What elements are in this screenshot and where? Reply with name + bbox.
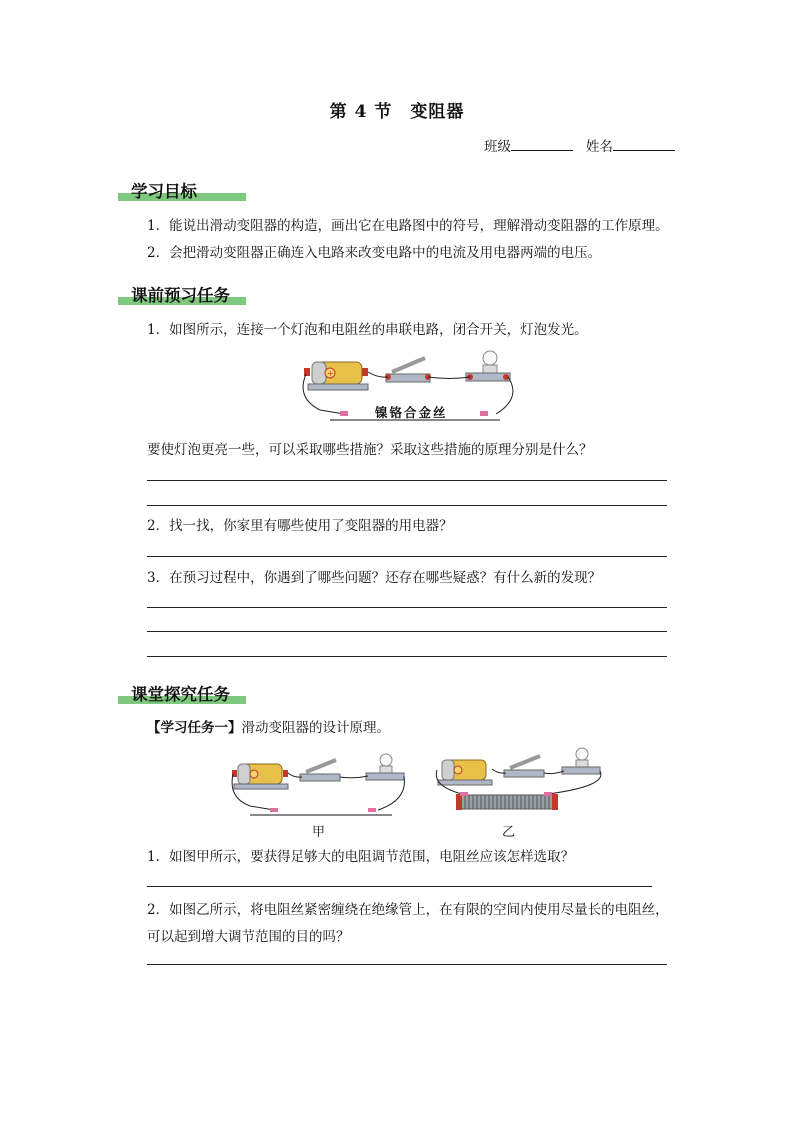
figure-label-b: 乙 xyxy=(502,825,516,840)
student-info xyxy=(484,135,675,155)
coil-resistor-icon xyxy=(456,794,558,810)
answer-line[interactable] xyxy=(147,556,667,557)
preview-question-2: 2．找一找，你家里有哪些使用了变阻器的用电器？ xyxy=(147,518,453,534)
task-heading xyxy=(147,716,390,736)
section-heading-objectives: 学习目标 xyxy=(131,182,197,201)
bulb-icon xyxy=(366,754,404,780)
answer-line[interactable] xyxy=(147,886,652,887)
circuit-figure-b xyxy=(432,740,612,820)
name-blank[interactable] xyxy=(613,137,675,151)
task-text: 滑动变阻器的设计原理。 xyxy=(241,720,390,736)
figure-label-a: 甲 xyxy=(312,825,326,840)
inquiry-question-2-line2: 可以起到增大调节范围的目的吗？ xyxy=(147,929,350,945)
task-label: 【学习任务一】 xyxy=(147,720,242,736)
battery-icon xyxy=(304,362,368,390)
svg-text:+: + xyxy=(327,369,334,378)
circuit-figure-a xyxy=(228,742,408,822)
class-blank[interactable] xyxy=(511,137,573,151)
objective-item-1: 1．能说出滑动变阻器的构造，画出它在电路图中的符号，理解滑动变阻器的工作原理。 xyxy=(147,218,669,234)
battery-icon xyxy=(438,760,492,785)
bulb-icon xyxy=(466,351,510,381)
preview-question-3: 3．在预习过程中，你遇到了哪些问题？还存在哪些疑惑？有什么新的发现？ xyxy=(147,570,602,586)
battery-icon xyxy=(232,764,288,789)
switch-icon xyxy=(385,358,431,382)
page-title: 第 4 节 变阻器 xyxy=(329,102,465,122)
inquiry-question-2-line1: 2．如图乙所示，将电阻丝紧密缠绕在绝缘管上，在有限的空间内使用尽量长的电阻丝， xyxy=(147,902,669,918)
inquiry-question-1: 1．如图甲所示，要获得足够大的电阻调节范围，电阻丝应该怎样选取？ xyxy=(147,849,575,865)
preview-question-1-follow: 要使灯泡更亮一些，可以采取哪些措施？采取这些措施的原理分别是什么？ xyxy=(147,442,593,458)
answer-line[interactable] xyxy=(147,480,667,481)
section-heading-inquiry: 课堂探究任务 xyxy=(131,685,230,704)
answer-line[interactable] xyxy=(147,631,667,632)
wire-label: 镍铬合金丝 xyxy=(375,405,448,420)
answer-line[interactable] xyxy=(147,964,667,965)
section-heading-preview: 课前预习任务 xyxy=(131,286,230,305)
name-label: 姓名 xyxy=(585,139,613,155)
bulb-icon xyxy=(562,748,600,774)
answer-line[interactable] xyxy=(147,656,667,657)
objective-item-2: 2．会把滑动变阻器正确连入电路来改变电路中的电流及用电器两端的电压。 xyxy=(147,245,602,261)
class-label: 班级 xyxy=(484,139,511,155)
switch-icon xyxy=(504,756,544,777)
switch-icon xyxy=(300,760,340,781)
answer-line[interactable] xyxy=(147,607,667,608)
answer-line[interactable] xyxy=(147,505,667,506)
preview-question-1: 1．如图所示，连接一个灯泡和电阻丝的串联电路，闭合开关，灯泡发光。 xyxy=(147,322,588,338)
